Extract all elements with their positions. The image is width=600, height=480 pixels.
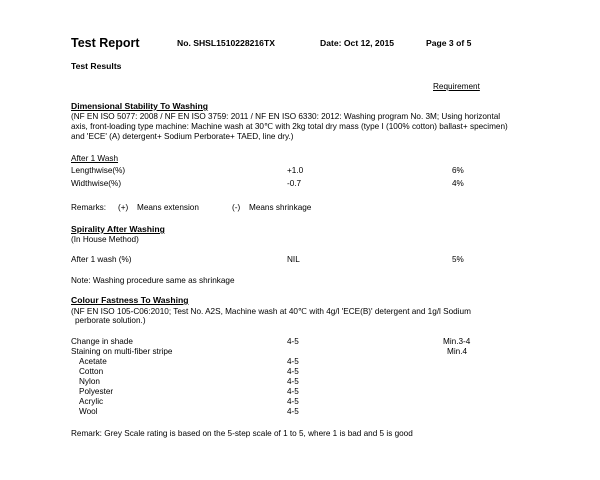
fiber-label: Nylon <box>79 377 100 386</box>
report-number: No. SHSL1510228216TX <box>177 38 275 48</box>
row-requirement: 6% <box>452 166 464 175</box>
row-label: Lengthwise(%) <box>71 166 126 175</box>
fiber-value: 4-5 <box>287 397 299 406</box>
fiber-value: 4-5 <box>287 377 299 386</box>
row-label: Change in shade <box>71 337 133 346</box>
spirality-title: Spirality After Washing <box>71 224 165 234</box>
page-indicator: Page 3 of 5 <box>426 38 472 48</box>
grey-scale-remark: Remark: Grey Scale rating is based on the 5-step scale of 1 to 5, where 1 is bad and 5 is good <box>71 429 413 438</box>
fiber-label: Acetate <box>79 357 107 366</box>
test-results-heading: Test Results <box>71 61 122 71</box>
fiber-value: 4-5 <box>287 407 299 416</box>
row-value: +1.0 <box>287 166 304 175</box>
remarks-label: Remarks: <box>71 203 107 212</box>
fiber-value: 4-5 <box>287 387 299 396</box>
after-1-wash-label: After 1 Wash <box>71 154 119 163</box>
colour-method-line2: perborate solution.) <box>75 316 146 325</box>
fiber-value: 4-5 <box>287 357 299 366</box>
row-requirement: 5% <box>452 255 464 264</box>
row-requirement: 4% <box>452 179 464 188</box>
dimensional-method: (NF EN ISO 5077: 2008 / NF EN ISO 3759: 2011 / NF EN ISO 6330: 2012: Washing program No. 3M; Using horizontal axis, front-loading type machine: Machine wash at 30℃ with 2kg total dry mass (type I (100% cotton) ballast+ specimen) and 'ECE' (A) detergent+ Sodium Perborate+ TAED, line dry.) <box>71 112 508 141</box>
fiber-label: Wool <box>79 407 98 416</box>
plus-sign: (+) <box>118 203 129 212</box>
row-label: After 1 wash (%) <box>71 255 132 264</box>
row-value: NIL <box>287 255 300 264</box>
row-requirement: Min.4 <box>447 347 468 356</box>
minus-sign: (-) <box>232 203 241 212</box>
plus-text: Means extension <box>137 203 199 212</box>
fiber-value: 4-5 <box>287 367 299 376</box>
row-value: -0.7 <box>287 179 302 188</box>
fiber-label: Cotton <box>79 367 104 376</box>
colour-method-line1: (NF EN ISO 105-C06:2010; Test No. A2S, Machine wash at 40℃ with 4g/l 'ECE(B)' detergent and 1g/l Sodium <box>71 307 471 316</box>
fiber-label: Polyester <box>79 387 114 396</box>
row-label: Widthwise(%) <box>71 179 122 188</box>
row-label: Staining on multi-fiber stripe <box>71 347 173 356</box>
requirement-heading: Requirement <box>433 82 480 91</box>
fiber-label: Acrylic <box>79 397 104 406</box>
row-requirement: Min.3-4 <box>443 337 471 346</box>
spirality-method: (In House Method) <box>71 235 139 244</box>
report-title: Test Report <box>71 36 140 50</box>
row-value: 4-5 <box>287 337 299 346</box>
minus-text: Means shrinkage <box>249 203 312 212</box>
dimensional-title: Dimensional Stability To Washing <box>71 101 209 111</box>
spirality-note: Note: Washing procedure same as shrinkage <box>71 276 235 285</box>
report-date: Date: Oct 12, 2015 <box>320 38 395 48</box>
colour-title: Colour Fastness To Washing <box>71 295 189 305</box>
